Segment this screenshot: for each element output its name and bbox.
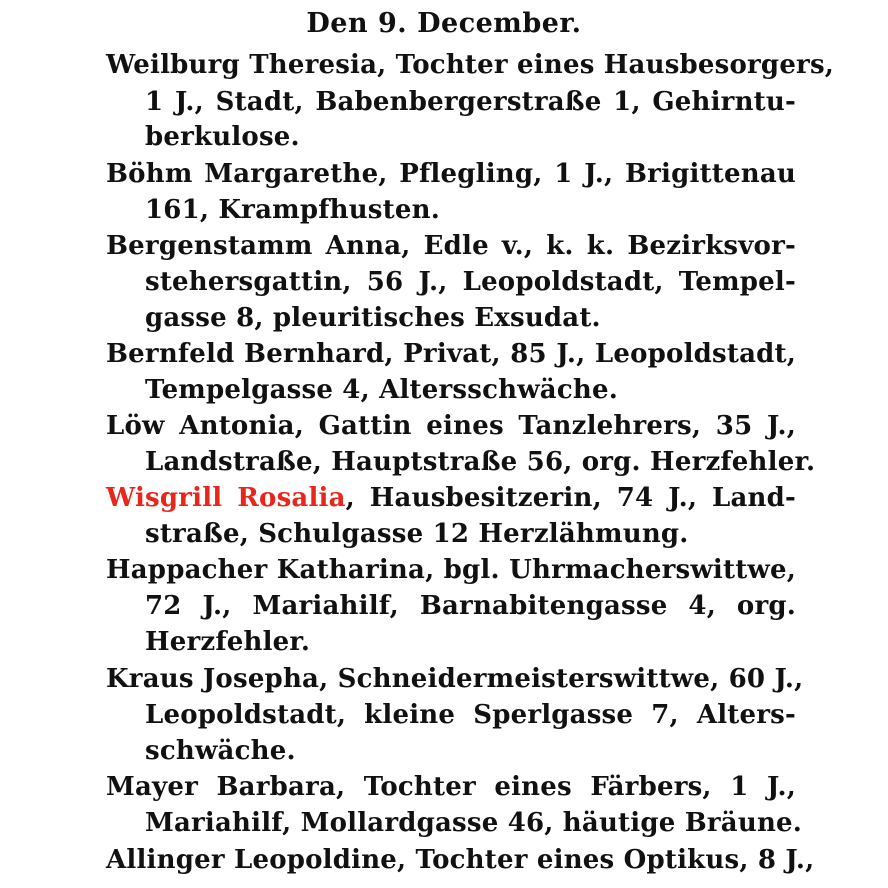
entry-line: 1 J., Stadt, Babenbergerstraße 1, Gehirntu- [145,87,796,117]
highlighted-name: Wisgrill Rosalia [106,483,346,513]
entry-line: Landstraße, Hauptstraße 56, org. Herzfehler. [145,447,816,477]
entry-text: , Hausbesitzerin, 74 J., Land- [345,483,796,513]
entry-line: Mayer Barbara, Tochter eines Färbers, 1 J., [106,772,796,802]
entry-line: stehersgattin, 56 J., Leopoldstadt, Tempel- [145,267,796,297]
entry-line: Herzfehler. [145,627,311,657]
entry-line: Bergenstamm Anna, Edle v., k. k. Bezirksvor- [106,231,796,261]
entry-line-highlighted [106,485,796,511]
entry-line: Leopoldstadt, kleine Sperlgasse 7, Alters- [145,700,796,730]
entry-line: berkulose. [145,122,300,152]
entry-line: Kraus Josepha, Schneidermeisterswittwe, 60 J., [106,664,804,694]
date-heading: Den 9. December. [306,8,582,39]
entry-line: Bernfeld Bernhard, Privat, 85 J., Leopoldstadt, [106,339,796,369]
entry-line: gasse 8, pleuritisches Exsudat. [145,303,601,333]
entry-line: straße, Schulgasse 12 Herzlähmung. [145,519,689,549]
entry-line: Mariahilf, Mollardgasse 46, häutige Bräune. [145,808,803,838]
entry-line: Böhm Margarethe, Pflegling, 1 J., Brigittenau [106,159,796,189]
entry-line: Löw Antonia, Gattin eines Tanzlehrers, 35 J., [106,411,796,441]
entry-line: Allinger Leopoldine, Tochter eines Optikus, 8 J., [106,845,815,875]
entry-line: Weilburg Theresia, Tochter eines Hausbesorgers, [106,50,835,80]
entry-line: Happacher Katharina, bgl. Uhrmacherswittwe, [106,555,796,585]
entry-line: Tempelgasse 4, Altersschwäche. [145,375,618,405]
entry-line: 72 J., Mariahilf, Barnabitengasse 4, org. [145,591,796,621]
entry-line: schwäche. [145,736,296,766]
entry-line: 161, Krampfhusten. [145,195,440,225]
